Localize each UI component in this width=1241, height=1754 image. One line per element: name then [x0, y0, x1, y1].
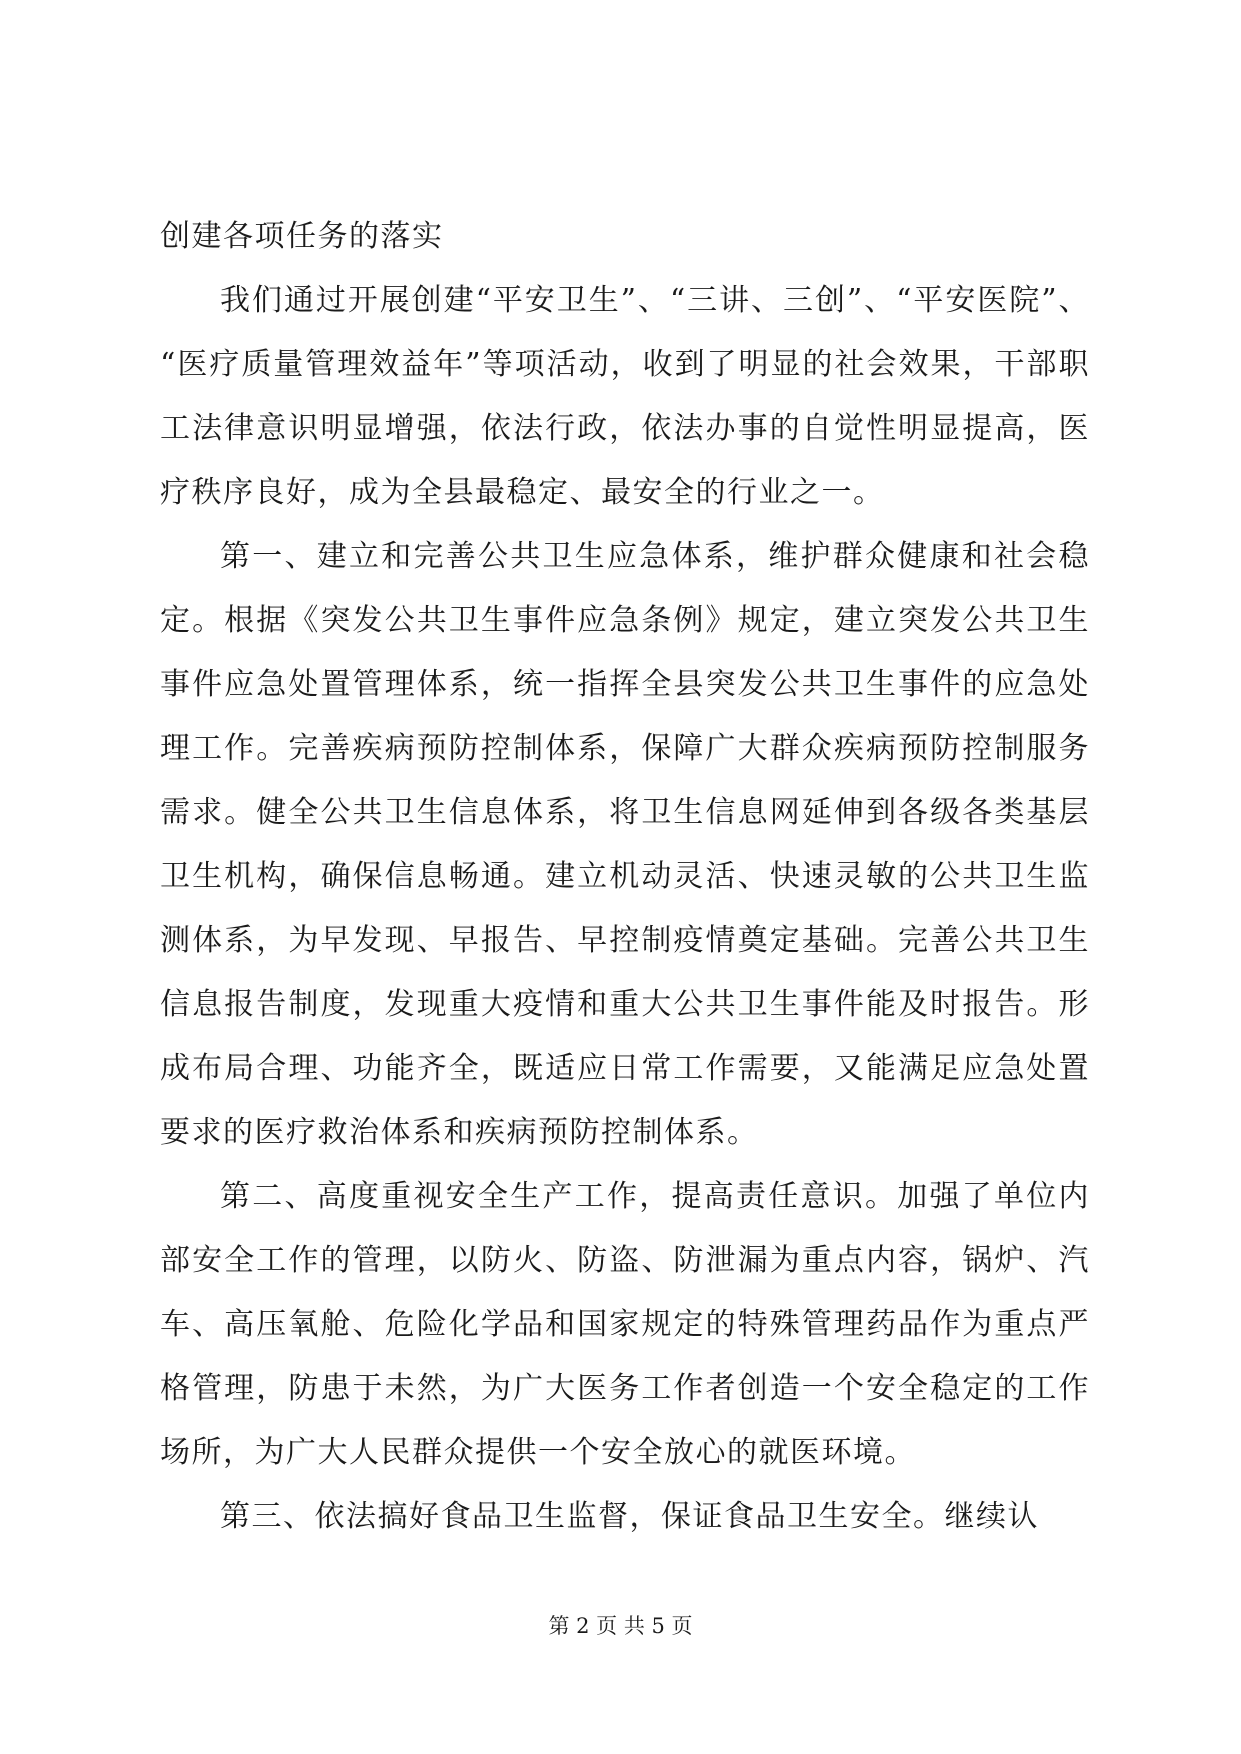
paragraph-second-point: 第二、高度重视安全生产工作，提高责任意识。加强了单位内部安全工作的管理，以防火、防盗、防泄漏为重点内容，锅炉、汽车、高压氧舱、危险化学品和国家规定的特殊管理药品作为重点严格管理，防患于未然，为广大医务工作者创造一个安全稳定的工作场所，为广大人民群众提供一个安全放心的就医环境。	[160, 1179, 1090, 1470]
paragraph-third-point: 第三、依法搞好食品卫生监督，保证食品卫生安全。继续认	[220, 1499, 1039, 1534]
document-body	[160, 205, 1090, 1549]
page-number-footer: 第 2 页 共 5 页	[548, 1614, 693, 1638]
paragraph-continuation: 创建各项任务的落实	[160, 219, 444, 254]
paragraph-activities: 我们通过开展创建“平安卫生”、“三讲、三创”、“平安医院”、“医疗质量管理效益年”等项活动，收到了明显的社会效果，干部职工法律意识明显增强，依法行政，依法办事的自觉性明显提高，医疗秩序良好，成为全县最稳定、最安全的行业之一。	[160, 283, 1090, 510]
paragraph-first-point: 第一、建立和完善公共卫生应急体系，维护群众健康和社会稳定。根据《突发公共卫生事件应急条例》规定，建立突发公共卫生事件应急处置管理体系，统一指挥全县突发公共卫生事件的应急处理工作。完善疾病预防控制体系，保障广大群众疾病预防控制服务需求。健全公共卫生信息体系，将卫生信息网延伸到各级各类基层卫生机构，确保信息畅通。建立机动灵活、快速灵敏的公共卫生监测体系，为早发现、早报告、早控制疫情奠定基础。完善公共卫生信息报告制度，发现重大疫情和重大公共卫生事件能及时报告。形成布局合理、功能齐全，既适应日常工作需要，又能满足应急处置要求的医疗救治体系和疾病预防控制体系。	[160, 539, 1090, 1150]
